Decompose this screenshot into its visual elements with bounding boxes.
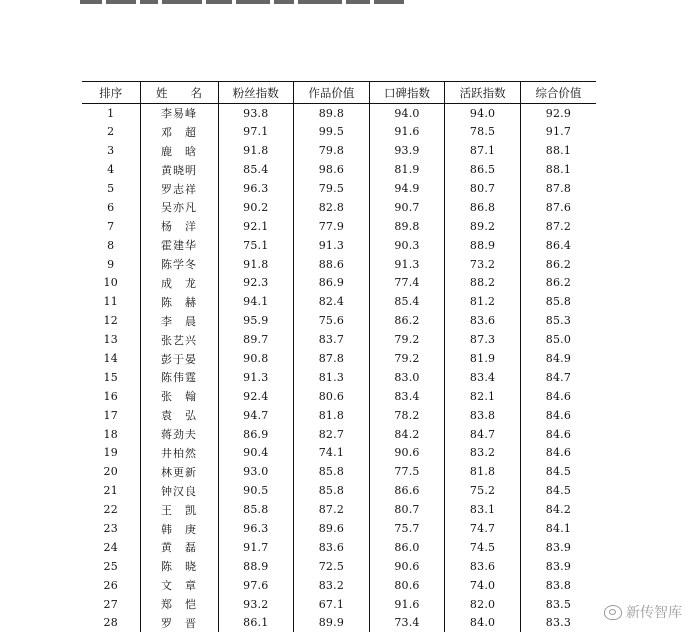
activity-index-cell: 83.2 [445, 444, 521, 463]
overall-value-cell: 84.9 [545, 352, 572, 366]
table-body [82, 104, 596, 632]
reputation-index-cell: 75.7 [369, 519, 445, 538]
fan-index-cell: 92.1 [218, 217, 294, 236]
reputation-index-cell: 93.9 [369, 141, 445, 160]
work-value-cell: 89.9 [294, 614, 370, 632]
table-row [82, 406, 596, 425]
overall-value-cell: 92.9 [545, 106, 572, 120]
name-cell: 张 翰 [140, 387, 218, 406]
fan-index-cell: 94.1 [218, 292, 294, 311]
rank-cell: 21 [82, 481, 140, 500]
name-cell: 成 龙 [140, 274, 218, 293]
work-value-cell: 80.6 [294, 387, 370, 406]
table-row [82, 576, 596, 595]
reputation-index-cell: 91.6 [369, 595, 445, 614]
rank-cell: 5 [82, 179, 140, 198]
name-cell: 郑 恺 [140, 595, 218, 614]
name-cell: 霍建华 [140, 236, 218, 255]
work-value-cell: 89.8 [294, 104, 370, 123]
reputation-index-cell: 73.4 [369, 614, 445, 632]
fan-index-cell: 86.9 [218, 425, 294, 444]
header-rank: 排序 [82, 82, 140, 104]
name-cell: 陈学冬 [140, 255, 218, 274]
activity-index-cell: 81.9 [445, 349, 521, 368]
overall-value-cell: 87.8 [545, 182, 572, 195]
overall-value-cell: 83.3 [545, 616, 572, 630]
activity-index-cell: 75.2 [445, 481, 521, 500]
reputation-index-cell: 81.9 [369, 160, 445, 179]
name-cell: 杨 洋 [140, 217, 218, 236]
overall-value-cell: 86.2 [545, 257, 572, 271]
rank-cell: 2 [82, 122, 140, 141]
work-value-cell: 99.5 [294, 122, 370, 141]
overall-value-cell: 83.8 [545, 578, 572, 592]
activity-index-cell: 78.5 [445, 122, 521, 141]
activity-index-cell: 83.8 [445, 406, 521, 425]
watermark-text: 新传智库 [626, 605, 682, 621]
fan-index-cell: 91.8 [218, 141, 294, 160]
work-value-cell: 91.3 [294, 236, 370, 255]
work-value-cell: 87.8 [294, 349, 370, 368]
work-value-cell: 98.6 [294, 160, 370, 179]
overall-value-cell: 84.1 [545, 522, 572, 536]
rank-cell: 7 [82, 217, 140, 236]
header-fan-index: 粉丝指数 [218, 82, 294, 104]
work-value-cell: 75.6 [294, 311, 370, 330]
table-row [82, 387, 596, 406]
name-cell: 陈 赫 [140, 292, 218, 311]
overall-value-cell: 85.0 [545, 333, 572, 347]
activity-index-cell: 74.7 [445, 519, 521, 538]
activity-index-cell: 81.8 [445, 462, 521, 481]
fan-index-cell: 90.2 [218, 198, 294, 217]
rank-cell: 15 [82, 368, 140, 387]
weibo-icon [604, 605, 622, 620]
name-cell: 李 晨 [140, 311, 218, 330]
table-row [82, 122, 596, 141]
overall-value-cell: 83.5 [545, 597, 572, 611]
table-row [82, 179, 596, 198]
reputation-index-cell: 77.4 [369, 274, 445, 293]
work-value-cell: 82.4 [294, 292, 370, 311]
table-row [82, 349, 596, 368]
ranking-table [82, 81, 596, 632]
table-row [82, 519, 596, 538]
header-activity-index: 活跃指数 [445, 82, 521, 104]
fan-index-cell: 86.1 [218, 614, 294, 632]
overall-value-cell: 91.7 [545, 125, 572, 139]
overall-value-cell: 84.5 [545, 465, 572, 479]
work-value-cell: 85.8 [294, 462, 370, 481]
reputation-index-cell: 83.4 [369, 387, 445, 406]
work-value-cell: 67.1 [294, 595, 370, 614]
fan-index-cell: 85.4 [218, 160, 294, 179]
reputation-index-cell: 90.6 [369, 557, 445, 576]
rank-cell: 18 [82, 425, 140, 444]
table-row [82, 198, 596, 217]
name-cell: 井柏然 [140, 444, 218, 463]
table-header [82, 82, 596, 104]
rank-cell: 27 [82, 595, 140, 614]
reputation-index-cell: 90.6 [369, 444, 445, 463]
work-value-cell: 79.8 [294, 141, 370, 160]
reputation-index-cell: 85.4 [369, 292, 445, 311]
rank-cell: 25 [82, 557, 140, 576]
activity-index-cell: 80.7 [445, 179, 521, 198]
fan-index-cell: 91.7 [218, 538, 294, 557]
reputation-index-cell: 83.0 [369, 368, 445, 387]
cropped-header-text [80, 0, 430, 6]
name-cell: 黄晓明 [140, 160, 218, 179]
overall-value-cell: 86.4 [545, 238, 572, 252]
rank-cell: 3 [82, 141, 140, 160]
table-row [82, 236, 596, 255]
overall-value-cell: 87.2 [545, 219, 572, 233]
fan-index-cell: 95.9 [218, 311, 294, 330]
fan-index-cell: 97.6 [218, 576, 294, 595]
reputation-index-cell: 79.2 [369, 330, 445, 349]
reputation-index-cell: 80.7 [369, 500, 445, 519]
rank-cell: 28 [82, 614, 140, 632]
fan-index-cell: 89.7 [218, 330, 294, 349]
fan-index-cell: 75.1 [218, 236, 294, 255]
rank-cell: 6 [82, 198, 140, 217]
activity-index-cell: 94.0 [445, 104, 521, 123]
activity-index-cell: 88.9 [445, 236, 521, 255]
activity-index-cell: 74.0 [445, 576, 521, 595]
work-value-cell: 85.8 [294, 481, 370, 500]
activity-index-cell: 89.2 [445, 217, 521, 236]
fan-index-cell: 88.9 [218, 557, 294, 576]
fan-index-cell: 90.8 [218, 349, 294, 368]
name-cell: 鹿 晗 [140, 141, 218, 160]
reputation-index-cell: 86.2 [369, 311, 445, 330]
fan-index-cell: 94.7 [218, 406, 294, 425]
work-value-cell: 83.7 [294, 330, 370, 349]
table-row [82, 444, 596, 463]
reputation-index-cell: 79.2 [369, 349, 445, 368]
fan-index-cell: 93.8 [218, 104, 294, 123]
activity-index-cell: 88.2 [445, 274, 521, 293]
reputation-index-cell: 90.3 [369, 236, 445, 255]
activity-index-cell: 82.0 [445, 595, 521, 614]
fan-index-cell: 93.0 [218, 462, 294, 481]
header-overall-value: 综合价值 [520, 82, 596, 104]
name-cell: 李易峰 [140, 104, 218, 123]
rank-cell: 1 [82, 104, 140, 123]
work-value-cell: 83.6 [294, 538, 370, 557]
work-value-cell: 83.2 [294, 576, 370, 595]
name-cell: 韩 庚 [140, 519, 218, 538]
work-value-cell: 81.8 [294, 406, 370, 425]
work-value-cell: 89.6 [294, 519, 370, 538]
work-value-cell: 86.9 [294, 274, 370, 293]
fan-index-cell: 90.4 [218, 444, 294, 463]
rank-cell: 11 [82, 292, 140, 311]
name-cell: 张艺兴 [140, 330, 218, 349]
activity-index-cell: 73.2 [445, 255, 521, 274]
table-row [82, 255, 596, 274]
activity-index-cell: 74.5 [445, 538, 521, 557]
header-row [82, 82, 596, 104]
fan-index-cell: 91.8 [218, 255, 294, 274]
table-row [82, 368, 596, 387]
fan-index-cell: 97.1 [218, 122, 294, 141]
table-row [82, 557, 596, 576]
activity-index-cell: 83.6 [445, 311, 521, 330]
fan-index-cell: 90.5 [218, 481, 294, 500]
fan-index-cell: 85.8 [218, 500, 294, 519]
header-name: 姓 名 [140, 82, 218, 104]
activity-index-cell: 83.4 [445, 368, 521, 387]
table-row [82, 274, 596, 293]
watermark [604, 602, 682, 622]
name-cell: 黄 磊 [140, 538, 218, 557]
overall-value-cell: 84.6 [545, 408, 572, 422]
name-cell: 袁 弘 [140, 406, 218, 425]
reputation-index-cell: 77.5 [369, 462, 445, 481]
activity-index-cell: 83.1 [445, 500, 521, 519]
work-value-cell: 79.5 [294, 179, 370, 198]
work-value-cell: 72.5 [294, 557, 370, 576]
rank-cell: 22 [82, 500, 140, 519]
rank-cell: 19 [82, 444, 140, 463]
table-row [82, 104, 596, 123]
reputation-index-cell: 86.0 [369, 538, 445, 557]
overall-value-cell: 86.2 [545, 276, 572, 290]
table-row [82, 538, 596, 557]
name-cell: 邓 超 [140, 122, 218, 141]
work-value-cell: 77.9 [294, 217, 370, 236]
header-work-value: 作品价值 [294, 82, 370, 104]
reputation-index-cell: 78.2 [369, 406, 445, 425]
reputation-index-cell: 84.2 [369, 425, 445, 444]
reputation-index-cell: 91.6 [369, 122, 445, 141]
rank-cell: 4 [82, 160, 140, 179]
name-cell: 罗志祥 [140, 179, 218, 198]
overall-value-cell: 84.6 [545, 446, 572, 460]
name-cell: 林更新 [140, 462, 218, 481]
rank-cell: 23 [82, 519, 140, 538]
activity-index-cell: 87.1 [445, 141, 521, 160]
overall-value-cell: 84.6 [545, 427, 572, 441]
overall-value-cell: 85.8 [545, 295, 572, 309]
activity-index-cell: 86.8 [445, 198, 521, 217]
rank-cell: 26 [82, 576, 140, 595]
table-row [82, 614, 596, 632]
rank-cell: 12 [82, 311, 140, 330]
rank-cell: 13 [82, 330, 140, 349]
name-cell: 彭于晏 [140, 349, 218, 368]
reputation-index-cell: 80.6 [369, 576, 445, 595]
rank-cell: 16 [82, 387, 140, 406]
header-reputation-index: 口碑指数 [369, 82, 445, 104]
work-value-cell: 82.8 [294, 198, 370, 217]
activity-index-cell: 87.3 [445, 330, 521, 349]
activity-index-cell: 81.2 [445, 292, 521, 311]
table-row [82, 500, 596, 519]
overall-value-cell: 84.6 [545, 389, 572, 403]
table-row [82, 141, 596, 160]
fan-index-cell: 92.4 [218, 387, 294, 406]
name-cell: 文 章 [140, 576, 218, 595]
work-value-cell: 88.6 [294, 255, 370, 274]
overall-value-cell: 84.2 [545, 503, 572, 517]
fan-index-cell: 91.3 [218, 368, 294, 387]
work-value-cell: 81.3 [294, 368, 370, 387]
fan-index-cell: 92.3 [218, 274, 294, 293]
overall-value-cell: 85.3 [545, 314, 572, 328]
work-value-cell: 87.2 [294, 500, 370, 519]
name-cell: 吴亦凡 [140, 198, 218, 217]
rank-cell: 8 [82, 236, 140, 255]
table-row [82, 462, 596, 481]
name-cell: 钟汉良 [140, 481, 218, 500]
name-cell: 陈伟霆 [140, 368, 218, 387]
table-row [82, 311, 596, 330]
name-cell: 王 凯 [140, 500, 218, 519]
overall-value-cell: 87.6 [545, 200, 572, 214]
table-row [82, 595, 596, 614]
fan-index-cell: 96.3 [218, 519, 294, 538]
activity-index-cell: 84.7 [445, 425, 521, 444]
reputation-index-cell: 86.6 [369, 481, 445, 500]
table-row [82, 425, 596, 444]
activity-index-cell: 83.6 [445, 557, 521, 576]
name-cell: 蒋劲夫 [140, 425, 218, 444]
overall-value-cell: 83.9 [545, 559, 572, 573]
overall-value-cell: 84.7 [545, 370, 572, 384]
fan-index-cell: 96.3 [218, 179, 294, 198]
name-cell: 陈 晓 [140, 557, 218, 576]
table-row [82, 481, 596, 500]
overall-value-cell: 84.5 [545, 484, 572, 498]
activity-index-cell: 82.1 [445, 387, 521, 406]
overall-value-cell: 83.9 [545, 540, 572, 554]
reputation-index-cell: 91.3 [369, 255, 445, 274]
reputation-index-cell: 94.0 [369, 104, 445, 123]
overall-value-cell: 88.1 [545, 144, 572, 158]
name-cell: 罗 晋 [140, 614, 218, 632]
activity-index-cell: 84.0 [445, 614, 521, 632]
reputation-index-cell: 94.9 [369, 179, 445, 198]
table-row [82, 292, 596, 311]
overall-value-cell: 88.1 [545, 163, 572, 177]
activity-index-cell: 86.5 [445, 160, 521, 179]
reputation-index-cell: 89.8 [369, 217, 445, 236]
table-row [82, 217, 596, 236]
table-row [82, 330, 596, 349]
rank-cell: 24 [82, 538, 140, 557]
table-row [82, 160, 596, 179]
work-value-cell: 74.1 [294, 444, 370, 463]
fan-index-cell: 93.2 [218, 595, 294, 614]
rank-cell: 17 [82, 406, 140, 425]
rank-cell: 10 [82, 274, 140, 293]
rank-cell: 20 [82, 462, 140, 481]
reputation-index-cell: 90.7 [369, 198, 445, 217]
rank-cell: 9 [82, 255, 140, 274]
work-value-cell: 82.7 [294, 425, 370, 444]
rank-cell: 14 [82, 349, 140, 368]
